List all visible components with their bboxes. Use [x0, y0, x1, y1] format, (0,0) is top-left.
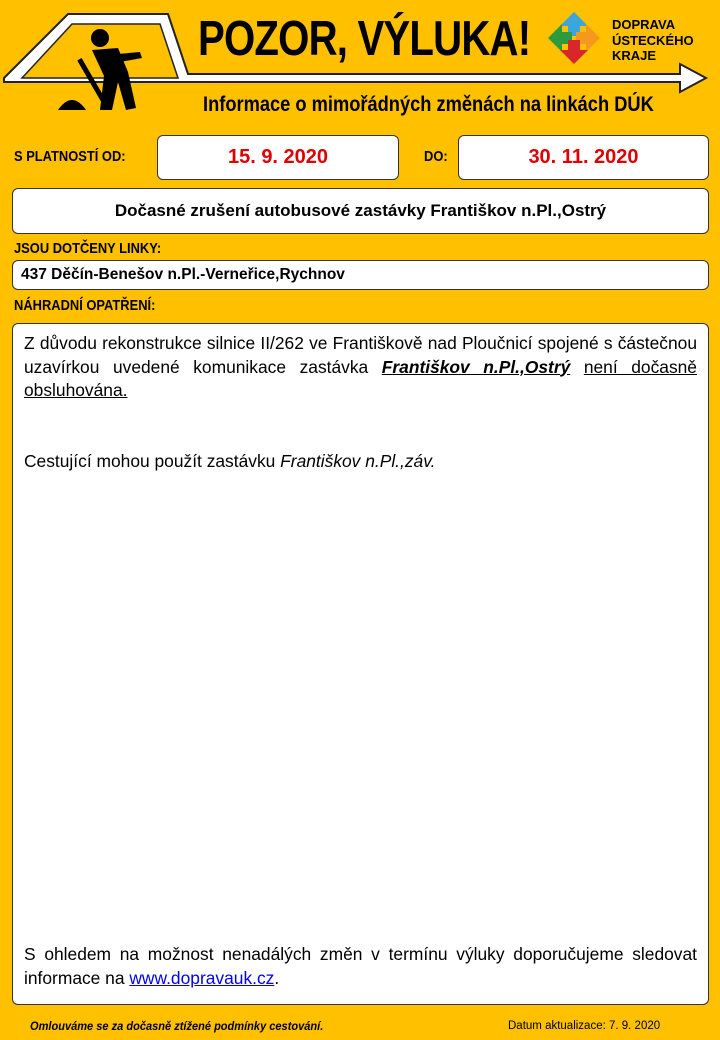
- closed-stop-name: Františkov n.Pl.,Ostrý: [381, 356, 571, 377]
- headline: Dočasné zrušení autobusové zastávky Františkov n.Pl.,Ostrý: [114, 201, 607, 220]
- measures-paragraph-3: [24, 943, 697, 990]
- measures-label: NÁHRADNÍ OPATŘENÍ:: [14, 297, 156, 314]
- footer-apology: Omlouváme se za dočasně ztížené podmínky cestování.: [30, 1019, 324, 1033]
- measures-box: [12, 323, 709, 1005]
- measures-paragraph-2: [24, 450, 697, 474]
- paragraph-3-end: .: [274, 967, 280, 988]
- affected-lines-label: JSOU DOTČENY LINKY:: [14, 240, 162, 257]
- valid-to-label: DO:: [424, 148, 448, 165]
- website-link[interactable]: www.dopravauk.cz: [129, 967, 275, 988]
- duk-logo: [548, 12, 600, 64]
- affected-lines-box: [12, 260, 709, 290]
- valid-to-value: 30. 11. 2020: [528, 146, 639, 168]
- valid-from-label: S PLATNOSTÍ OD:: [14, 148, 126, 165]
- page-subtitle: Informace o mimořádných změnách na linkách DÚK: [203, 93, 654, 116]
- valid-from-value: 15. 9. 2020: [227, 146, 329, 168]
- headline-box: [12, 188, 709, 234]
- valid-from-box: [157, 135, 399, 180]
- affected-line: 437 Děčín-Benešov n.Pl.-Verneřice,Rychnov: [21, 266, 345, 283]
- footer-update-date: Datum aktualizace: 7. 9. 2020: [508, 1020, 661, 1032]
- paragraph-1-end: není dočasně obsluhována.: [24, 356, 697, 400]
- measures-paragraph-1: [24, 332, 697, 403]
- paragraph-3-text: S ohledem na možnost nenadálých změn v termínu výluky doporučujeme sledovat informace na: [24, 944, 697, 988]
- paragraph-2-text: Cestující mohou použít zastávku: [24, 450, 276, 471]
- brand-name: DOPRAVA ÚSTECKÉHO KRAJE: [612, 17, 694, 63]
- alternative-stop-name: Františkov n.Pl.,záv.: [280, 450, 436, 471]
- valid-to-box: [458, 135, 709, 180]
- paragraph-1-text: Z důvodu rekonstrukce silnice II/262 ve Františkově nad Ploučnicí spojené s částečnou uzavírkou uvedené komunikace zastávka: [24, 333, 697, 377]
- page-title: POZOR, VÝLUKA!: [198, 12, 531, 66]
